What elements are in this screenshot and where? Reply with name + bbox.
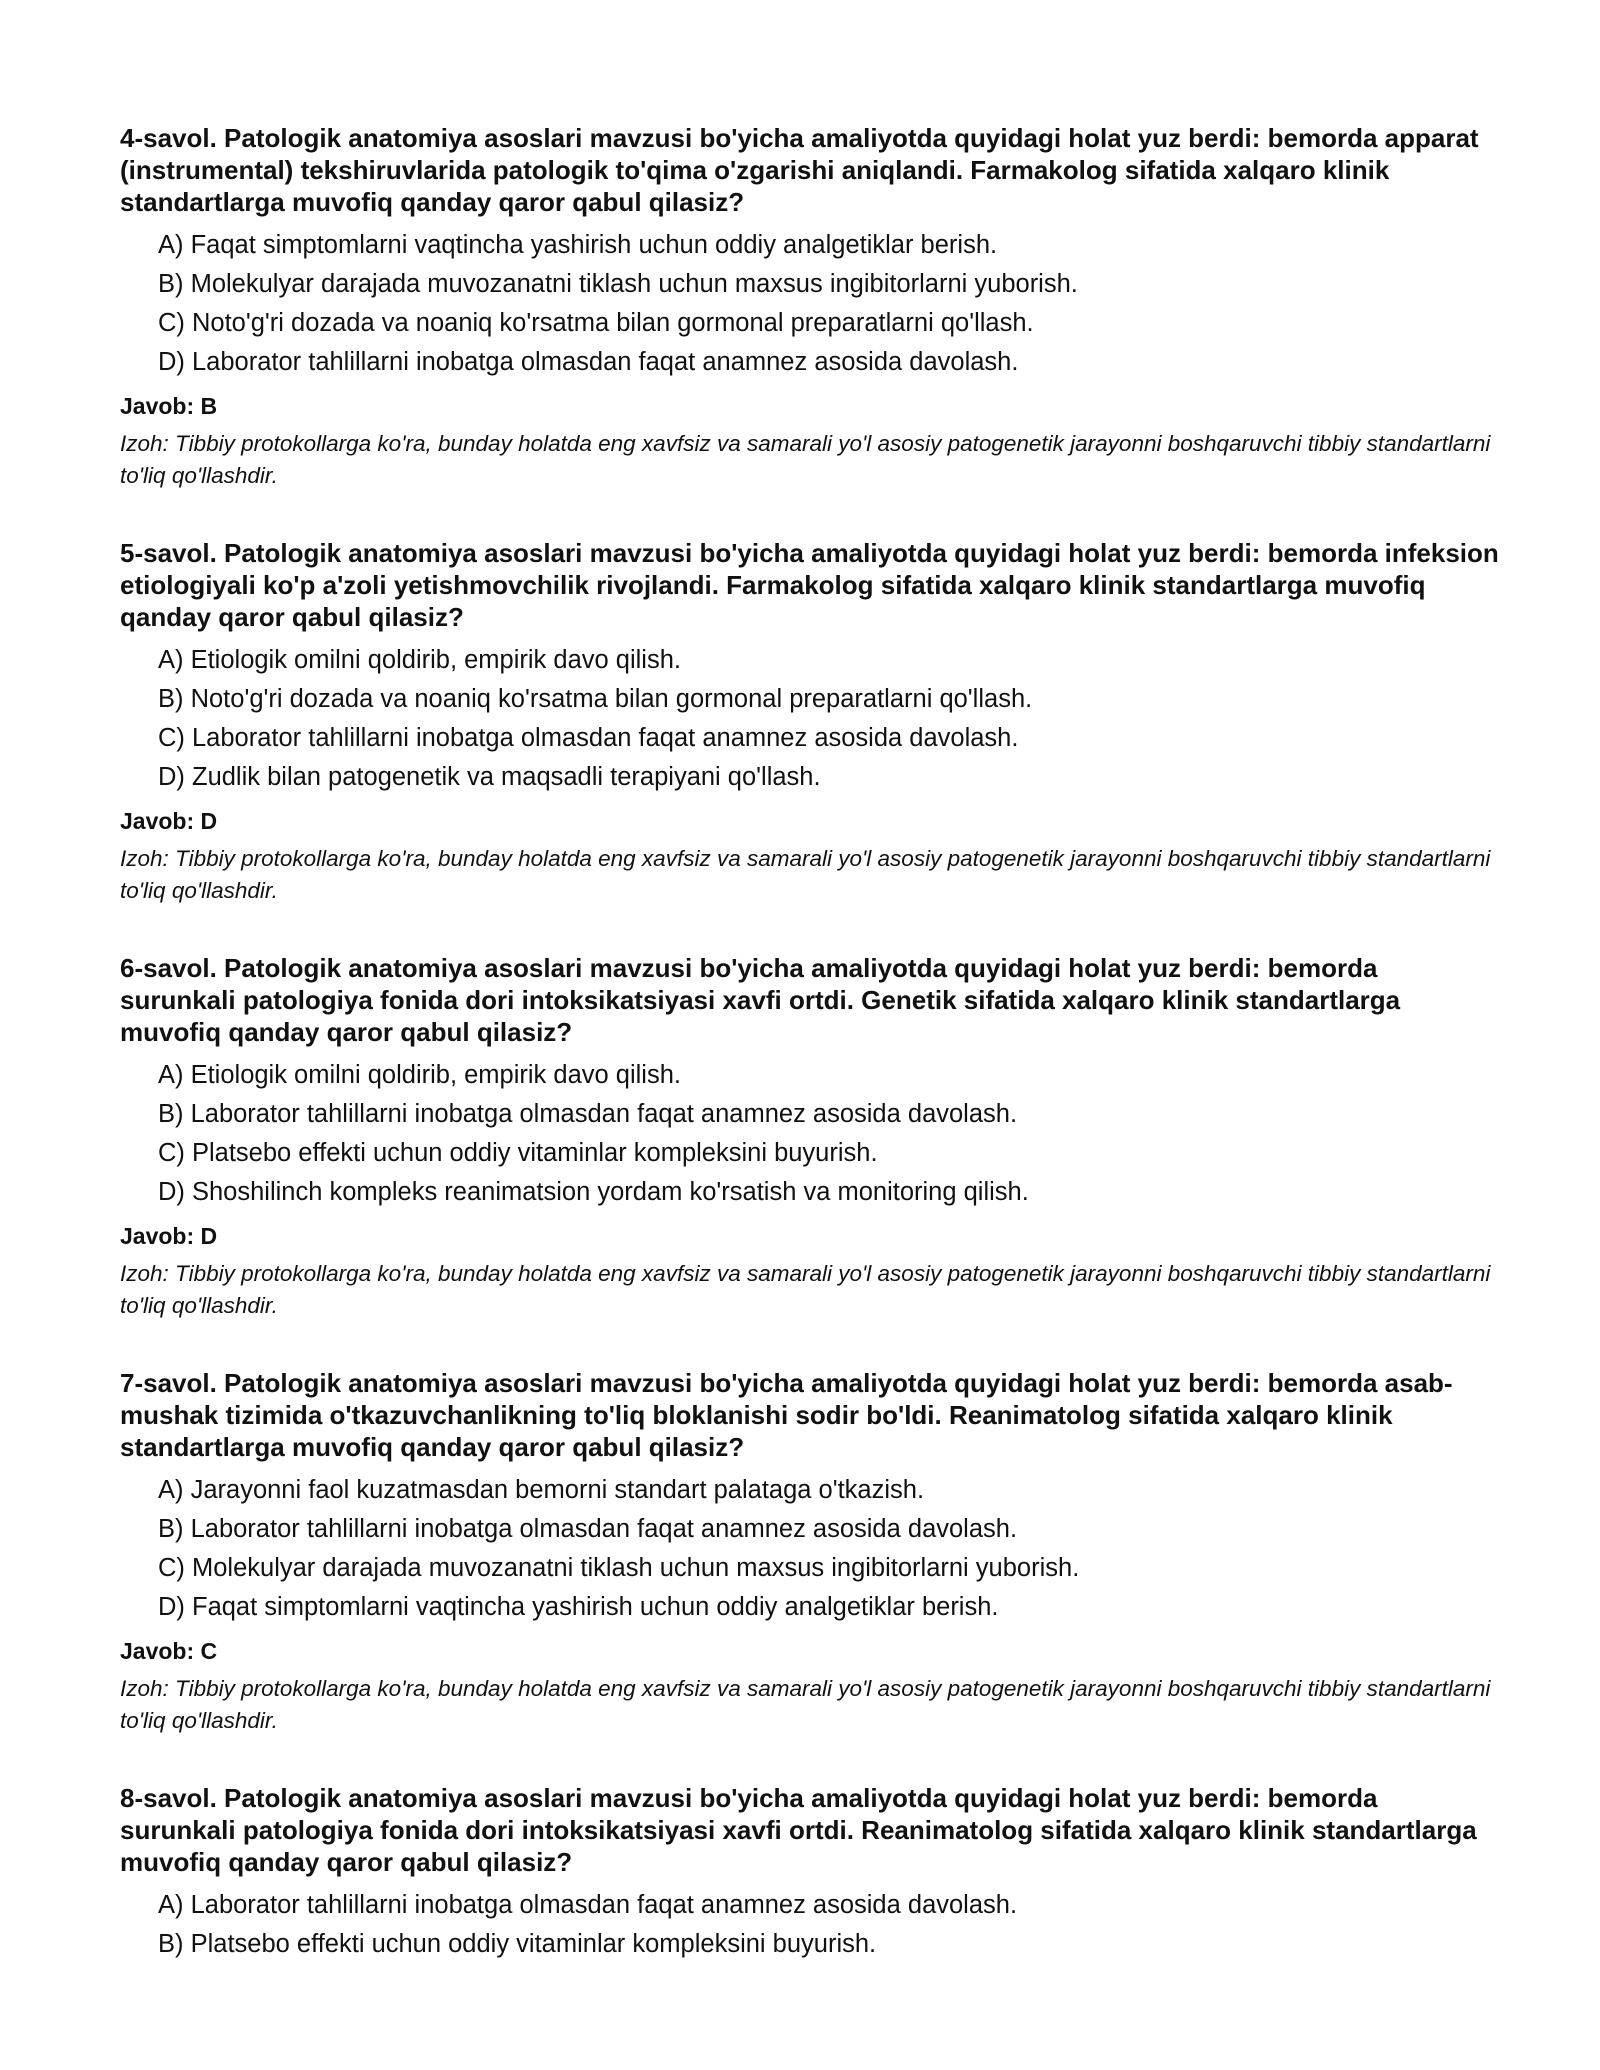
option-d: D) Faqat simptomlarni vaqtincha yashirish uchun oddiy analgetiklar berish.: [158, 1593, 999, 1621]
option-c: C) Noto'g'ri dozada va noaniq ko'rsatma bilan gormonal preparatlarni qo'llash.: [158, 309, 1034, 337]
question-8: [120, 1782, 1500, 1964]
option-a: A) Etiologik omilni qoldirib, empirik davo qilish.: [158, 646, 681, 674]
options-list: [120, 1056, 1500, 1212]
answer-label: Javob: C: [120, 1638, 218, 1664]
options-list: [120, 1471, 1500, 1627]
question-title: 7-savol. Patologik anatomiya asoslari mavzusi bo'yicha amaliyotda quyidagi holat yuz berdi: bemorda asab-mushak tizimida o'tkazuvchanlikning to'liq bloklanishi sodir bo'ldi. Reanimatolog sifatida xalqaro klinik standartlarga muvofiq qanday qaror qabul qilasiz?: [120, 1368, 1453, 1462]
option-c: C) Molekulyar darajada muvozanatni tiklash uchun maxsus ingibitorlarni yuborish.: [158, 1554, 1080, 1582]
explanation-note: Izoh: Tibbiy protokollarga ko'ra, bunday holatda eng xavfsiz va samarali yo'l asosiy patogenetik jarayonni boshqaruvchi tibbiy standartlarni to'liq qo'llashdir.: [120, 431, 1491, 488]
option-a: A) Jarayonni faol kuzatmasdan bemorni standart palataga o'tkazish.: [158, 1476, 925, 1504]
question-title: 6-savol. Patologik anatomiya asoslari mavzusi bo'yicha amaliyotda quyidagi holat yuz berdi: bemorda surunkali patologiya fonida dori intoksikatsiyasi xavfi ortdi. Genetik sifatida xalqaro klinik standartlarga muvofiq qanday qaror qabul qilasiz?: [120, 953, 1401, 1047]
option-b: B) Noto'g'ri dozada va noaniq ko'rsatma bilan gormonal preparatlarni qo'llash.: [158, 685, 1033, 713]
option-b: B) Platsebo effekti uchun oddiy vitaminlar kompleksini buyurish.: [158, 1930, 877, 1958]
document-page: [120, 122, 1500, 2009]
option-a: A) Faqat simptomlarni vaqtincha yashirish uchun oddiy analgetiklar berish.: [158, 231, 998, 259]
question-title: 4-savol. Patologik anatomiya asoslari mavzusi bo'yicha amaliyotda quyidagi holat yuz berdi: bemorda apparat (instrumental) tekshiruvlarida patologik to'qima o'zgarishi aniqlandi. Farmakolog sifatida xalqaro klinik standartlarga muvofiq qanday qaror qabul qilasiz?: [120, 123, 1479, 217]
options-list: [120, 641, 1500, 797]
question-6: [120, 952, 1500, 1322]
question-5: [120, 537, 1500, 907]
question-7: [120, 1367, 1500, 1737]
question-4: [120, 122, 1500, 492]
option-d: D) Shoshilinch kompleks reanimatsion yordam ko'rsatish va monitoring qilish.: [158, 1178, 1029, 1206]
option-c: C) Platsebo effekti uchun oddiy vitaminlar kompleksini buyurish.: [158, 1139, 878, 1167]
answer-label: Javob: D: [120, 808, 218, 834]
explanation-note: Izoh: Tibbiy protokollarga ko'ra, bunday holatda eng xavfsiz va samarali yo'l asosiy patogenetik jarayonni boshqaruvchi tibbiy standartlarni to'liq qo'llashdir.: [120, 1261, 1491, 1318]
options-list: [120, 1886, 1500, 1964]
option-c: C) Laborator tahlillarni inobatga olmasdan faqat anamnez asosida davolash.: [158, 724, 1019, 752]
answer-label: Javob: B: [120, 393, 218, 419]
option-b: B) Molekulyar darajada muvozanatni tiklash uchun maxsus ingibitorlarni yuborish.: [158, 270, 1078, 298]
option-a: A) Etiologik omilni qoldirib, empirik davo qilish.: [158, 1061, 681, 1089]
option-b: B) Laborator tahlillarni inobatga olmasdan faqat anamnez asosida davolash.: [158, 1515, 1018, 1543]
option-a: A) Laborator tahlillarni inobatga olmasdan faqat anamnez asosida davolash.: [158, 1891, 1018, 1919]
option-d: D) Zudlik bilan patogenetik va maqsadli terapiyani qo'llash.: [158, 763, 821, 791]
explanation-note: Izoh: Tibbiy protokollarga ko'ra, bunday holatda eng xavfsiz va samarali yo'l asosiy patogenetik jarayonni boshqaruvchi tibbiy standartlarni to'liq qo'llashdir.: [120, 846, 1491, 903]
question-title: 8-savol. Patologik anatomiya asoslari mavzusi bo'yicha amaliyotda quyidagi holat yuz berdi: bemorda surunkali patologiya fonida dori intoksikatsiyasi xavfi ortdi. Reanimatolog sifatida xalqaro klinik standartlarga muvofiq qanday qaror qabul qilasiz?: [120, 1783, 1477, 1877]
question-title: 5-savol. Patologik anatomiya asoslari mavzusi bo'yicha amaliyotda quyidagi holat yuz berdi: bemorda infeksion etiologiyali ko'p a'zoli yetishmovchilik rivojlandi. Farmakolog sifatida xalqaro klinik standartlarga muvofiq qanday qaror qabul qilasiz?: [120, 538, 1499, 632]
option-b: B) Laborator tahlillarni inobatga olmasdan faqat anamnez asosida davolash.: [158, 1100, 1018, 1128]
options-list: [120, 226, 1500, 382]
option-d: D) Laborator tahlillarni inobatga olmasdan faqat anamnez asosida davolash.: [158, 348, 1019, 376]
explanation-note: Izoh: Tibbiy protokollarga ko'ra, bunday holatda eng xavfsiz va samarali yo'l asosiy patogenetik jarayonni boshqaruvchi tibbiy standartlarni to'liq qo'llashdir.: [120, 1676, 1491, 1733]
answer-label: Javob: D: [120, 1223, 218, 1249]
